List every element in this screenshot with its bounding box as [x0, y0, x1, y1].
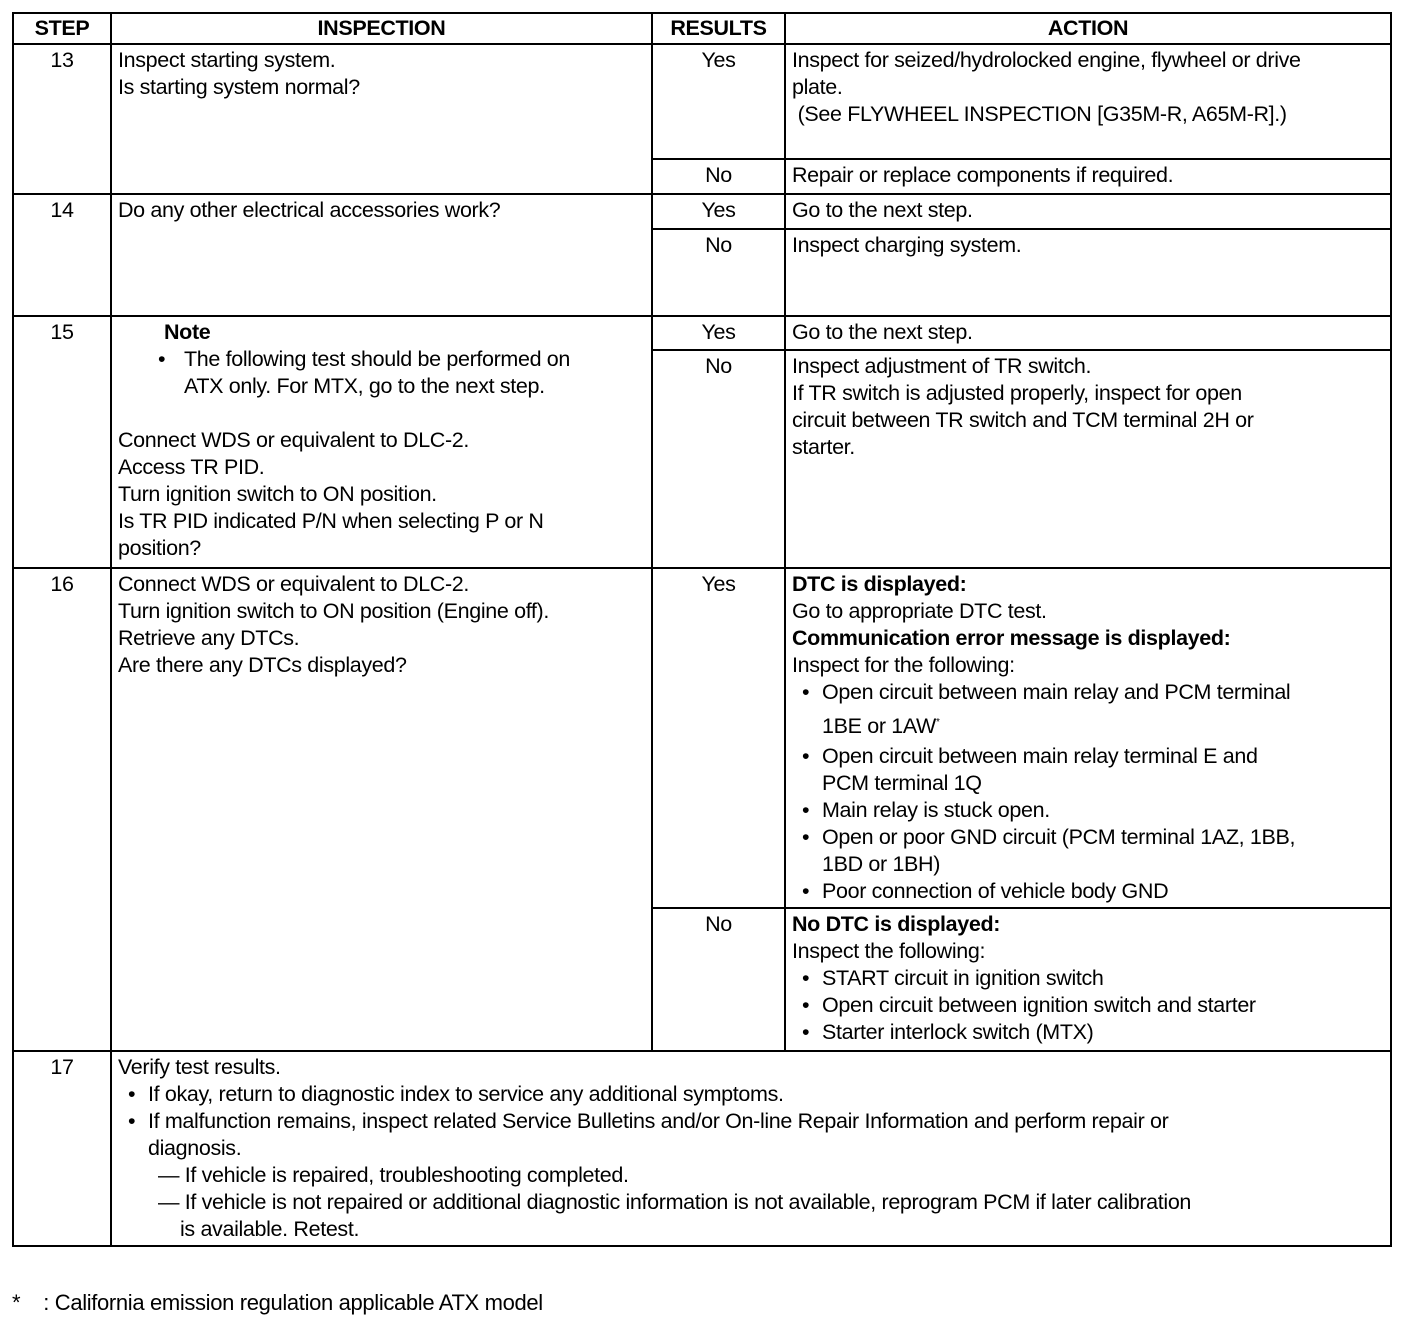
inspection-cell: Do any other electrical accessories work? [111, 194, 652, 316]
result-no: No [652, 159, 785, 194]
text-line: Access TR PID. [118, 455, 265, 479]
text-line: Turn ignition switch to ON position. [118, 482, 437, 506]
header-inspection: INSPECTION [111, 13, 652, 44]
note-line: ATX only. For MTX, go to the next step. [184, 374, 545, 398]
header-step: STEP [13, 13, 111, 44]
bullet-item: • Open circuit between ignition switch and starter [792, 992, 1384, 1019]
inspection-cell [111, 1051, 1391, 1246]
table-row [13, 316, 1391, 350]
header-row [13, 13, 1391, 44]
text-line: circuit between TR switch and TCM terminal 2H or [792, 408, 1254, 432]
note-line: • The following test should be performed on [118, 346, 645, 373]
bullet-item: • START circuit in ignition switch [792, 965, 1384, 992]
text-line: Retrieve any DTCs. [118, 626, 300, 650]
bullet-item: • Open circuit between main relay terminal E and PCM terminal 1Q [792, 743, 1384, 797]
text-line: position? [118, 536, 201, 560]
text-line: Inspect the following: [792, 939, 986, 963]
text-line: Verify test results. [118, 1055, 281, 1079]
step-number: 16 [13, 568, 111, 1051]
result-no: No [652, 350, 785, 568]
action-cell: Inspect charging system. [785, 229, 1391, 316]
diagnostic-table [12, 12, 1392, 1247]
bullet-item: • Starter interlock switch (MTX) [792, 1019, 1384, 1046]
text-line: Are there any DTCs displayed? [118, 653, 407, 677]
text-line: plate. [792, 75, 843, 99]
action-heading: Communication error message is displayed: [792, 626, 1231, 650]
dash-item: is available. Retest. [180, 1217, 360, 1241]
note-title: Note [164, 320, 211, 344]
action-cell [785, 44, 1391, 159]
bullet-item: • If okay, return to diagnostic index to service any additional symptoms. [118, 1081, 1384, 1108]
action-heading: No DTC is displayed: [792, 912, 1001, 936]
step-number: 17 [13, 1051, 111, 1246]
step-number: 13 [13, 44, 111, 194]
result-yes: Yes [652, 568, 785, 908]
bullet-item: • Open or poor GND circuit (PCM terminal 1AZ, 1BB, 1BD or 1BH) [792, 824, 1384, 878]
bullet-item: • Open circuit between main relay and PCM terminal 1BE or 1AW* [792, 679, 1384, 743]
action-cell: Repair or replace components if required. [785, 159, 1391, 194]
text-line: Is starting system normal? [118, 75, 360, 99]
action-heading: DTC is displayed: [792, 572, 967, 596]
text-line: Go to appropriate DTC test. [792, 599, 1047, 623]
action-cell [785, 350, 1391, 568]
result-no: No [652, 229, 785, 316]
action-cell: Go to the next step. [785, 194, 1391, 229]
text-line: Connect WDS or equivalent to DLC-2. [118, 572, 470, 596]
header-action: ACTION [785, 13, 1391, 44]
action-cell: Go to the next step. [785, 316, 1391, 350]
dash-item: — If vehicle is repaired, troubleshooting completed. [158, 1163, 629, 1187]
footnote: * : California emission regulation applicable ATX model [12, 1290, 543, 1315]
text-line: Turn ignition switch to ON position (Engine off). [118, 599, 549, 623]
text-line: starter. [792, 435, 855, 459]
result-yes: Yes [652, 316, 785, 350]
text-line: If TR switch is adjusted properly, inspect for open [792, 381, 1242, 405]
table-row [13, 194, 1391, 229]
result-yes: Yes [652, 44, 785, 159]
text-line: Inspect adjustment of TR switch. [792, 354, 1092, 378]
result-no: No [652, 908, 785, 1051]
bullet-item: • If malfunction remains, inspect related Service Bulletins and/or On-line Repair Information and perform repair or diagnosis. [118, 1108, 1384, 1162]
table-row [13, 1051, 1391, 1246]
action-cell [785, 908, 1391, 1051]
dash-item: — If vehicle is not repaired or additional diagnostic information is not available, reprogram PCM if later calibration [158, 1190, 1192, 1214]
table-row [13, 44, 1391, 159]
bullet-item: • Poor connection of vehicle body GND [792, 878, 1384, 905]
text-line: Inspect for the following: [792, 653, 1015, 677]
text-line: Is TR PID indicated P/N when selecting P or N [118, 509, 544, 533]
asterisk-mark: * [936, 717, 940, 728]
step-number: 14 [13, 194, 111, 316]
text-line: Inspect for seized/hydrolocked engine, flywheel or drive [792, 48, 1301, 72]
text-line: Inspect starting system. [118, 48, 336, 72]
table-row [13, 568, 1391, 908]
action-cell [785, 568, 1391, 908]
text-line: (See FLYWHEEL INSPECTION [G35M-R, A65M-R].) [792, 102, 1287, 126]
header-results: RESULTS [652, 13, 785, 44]
inspection-cell [111, 568, 652, 1051]
result-yes: Yes [652, 194, 785, 229]
bullet-item: • Main relay is stuck open. [792, 797, 1384, 824]
step-number: 15 [13, 316, 111, 568]
text-line: Connect WDS or equivalent to DLC-2. [118, 428, 470, 452]
inspection-cell [111, 316, 652, 568]
inspection-cell [111, 44, 652, 194]
